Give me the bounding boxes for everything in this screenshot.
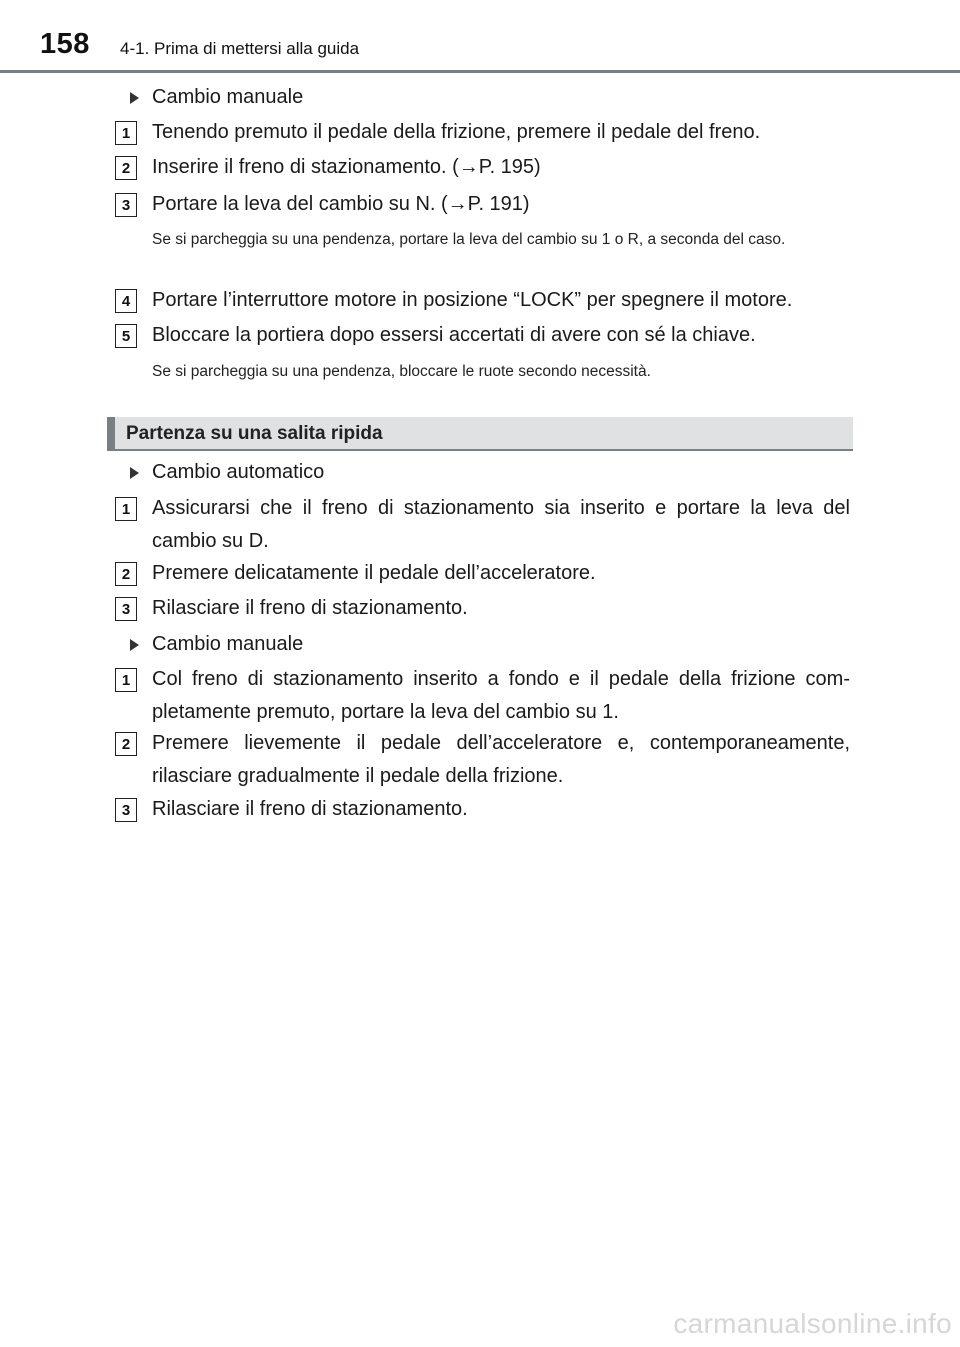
subheading-label: Cambio manuale (152, 86, 304, 108)
step-number-badge: 2 (115, 562, 137, 586)
step-item (115, 496, 850, 558)
step-item (115, 596, 850, 625)
triangle-bullet-icon (130, 92, 139, 104)
section-heading-title: Partenza su una salita ripida (126, 423, 383, 444)
subheading-manual-uphill (130, 633, 303, 656)
step-text: Bloccare la portiera dopo essersi accertati di avere con sé la chiave. (152, 324, 756, 346)
step-item (115, 797, 850, 826)
step-item (115, 120, 850, 149)
step-text: Premere lievemente il pedale dell’acceleratore e, contemporaneamente, rilasciare gradualmente il pedale della frizione. (152, 732, 850, 787)
step-number-badge: 2 (115, 156, 137, 180)
step-item (115, 561, 850, 590)
step-text: Premere delicatamente il pedale dell’acceleratore. (152, 562, 596, 584)
step-text: Rilasciare il freno di stazionamento. (152, 798, 468, 820)
step-number-badge: 1 (115, 668, 137, 692)
step-text: Assicurarsi che il freno di stazionamento sia inserito e portare la leva del cambio su D. (152, 497, 850, 552)
step-number-badge: 2 (115, 732, 137, 756)
step-number-badge: 5 (115, 324, 137, 348)
step-item (115, 667, 850, 729)
step-item (115, 323, 850, 352)
page-header (0, 0, 960, 76)
step-number-badge: 3 (115, 193, 137, 217)
note-text: Se si parcheggia su una pendenza, bloccare le ruote secondo necessità. (152, 363, 651, 380)
step-text: Portare l’interruttore motore in posizione “LOCK” per spegnere il motore. (152, 289, 793, 311)
note-text: Se si parcheggia su una pendenza, portare la leva del cambio su 1 o R, a seconda del caso. (152, 231, 786, 248)
step-number-badge: 1 (115, 497, 137, 521)
step-item (115, 731, 850, 793)
step-number-badge: 3 (115, 798, 137, 822)
subheading-manual-parking (130, 86, 303, 109)
step-number-badge: 1 (115, 121, 137, 145)
step-number-badge: 3 (115, 597, 137, 621)
page-number: 158 (40, 28, 90, 60)
step-item (115, 288, 850, 317)
subheading-label: Cambio automatico (152, 461, 325, 483)
step-text: Portare la leva del cambio su N. (→P. 191) (152, 193, 530, 215)
step-text: Inserire il freno di stazionamento. (→P. 195) (152, 156, 541, 178)
triangle-bullet-icon (130, 639, 139, 651)
watermark-text: carmanualsonline.info (673, 1308, 952, 1339)
chapter-title: 4-1. Prima di mettersi alla guida (120, 39, 360, 58)
step-text: Tenendo premuto il pedale della frizione, premere il pedale del freno. (152, 121, 761, 143)
section-heading (107, 417, 853, 451)
subheading-label: Cambio manuale (152, 633, 304, 655)
section-heading-accent-bar (107, 417, 115, 449)
step-item (115, 192, 850, 221)
triangle-bullet-icon (130, 467, 139, 479)
step-item (115, 155, 850, 184)
step-number-badge: 4 (115, 289, 137, 313)
subheading-automatic (130, 461, 324, 484)
header-divider (0, 70, 960, 73)
step-text: Rilasciare il freno di stazionamento. (152, 597, 468, 619)
step-text: Col freno di stazionamento inserito a fondo e il pedale della frizione com-pletamente premuto, portare la leva del cambio su 1. (152, 668, 850, 723)
